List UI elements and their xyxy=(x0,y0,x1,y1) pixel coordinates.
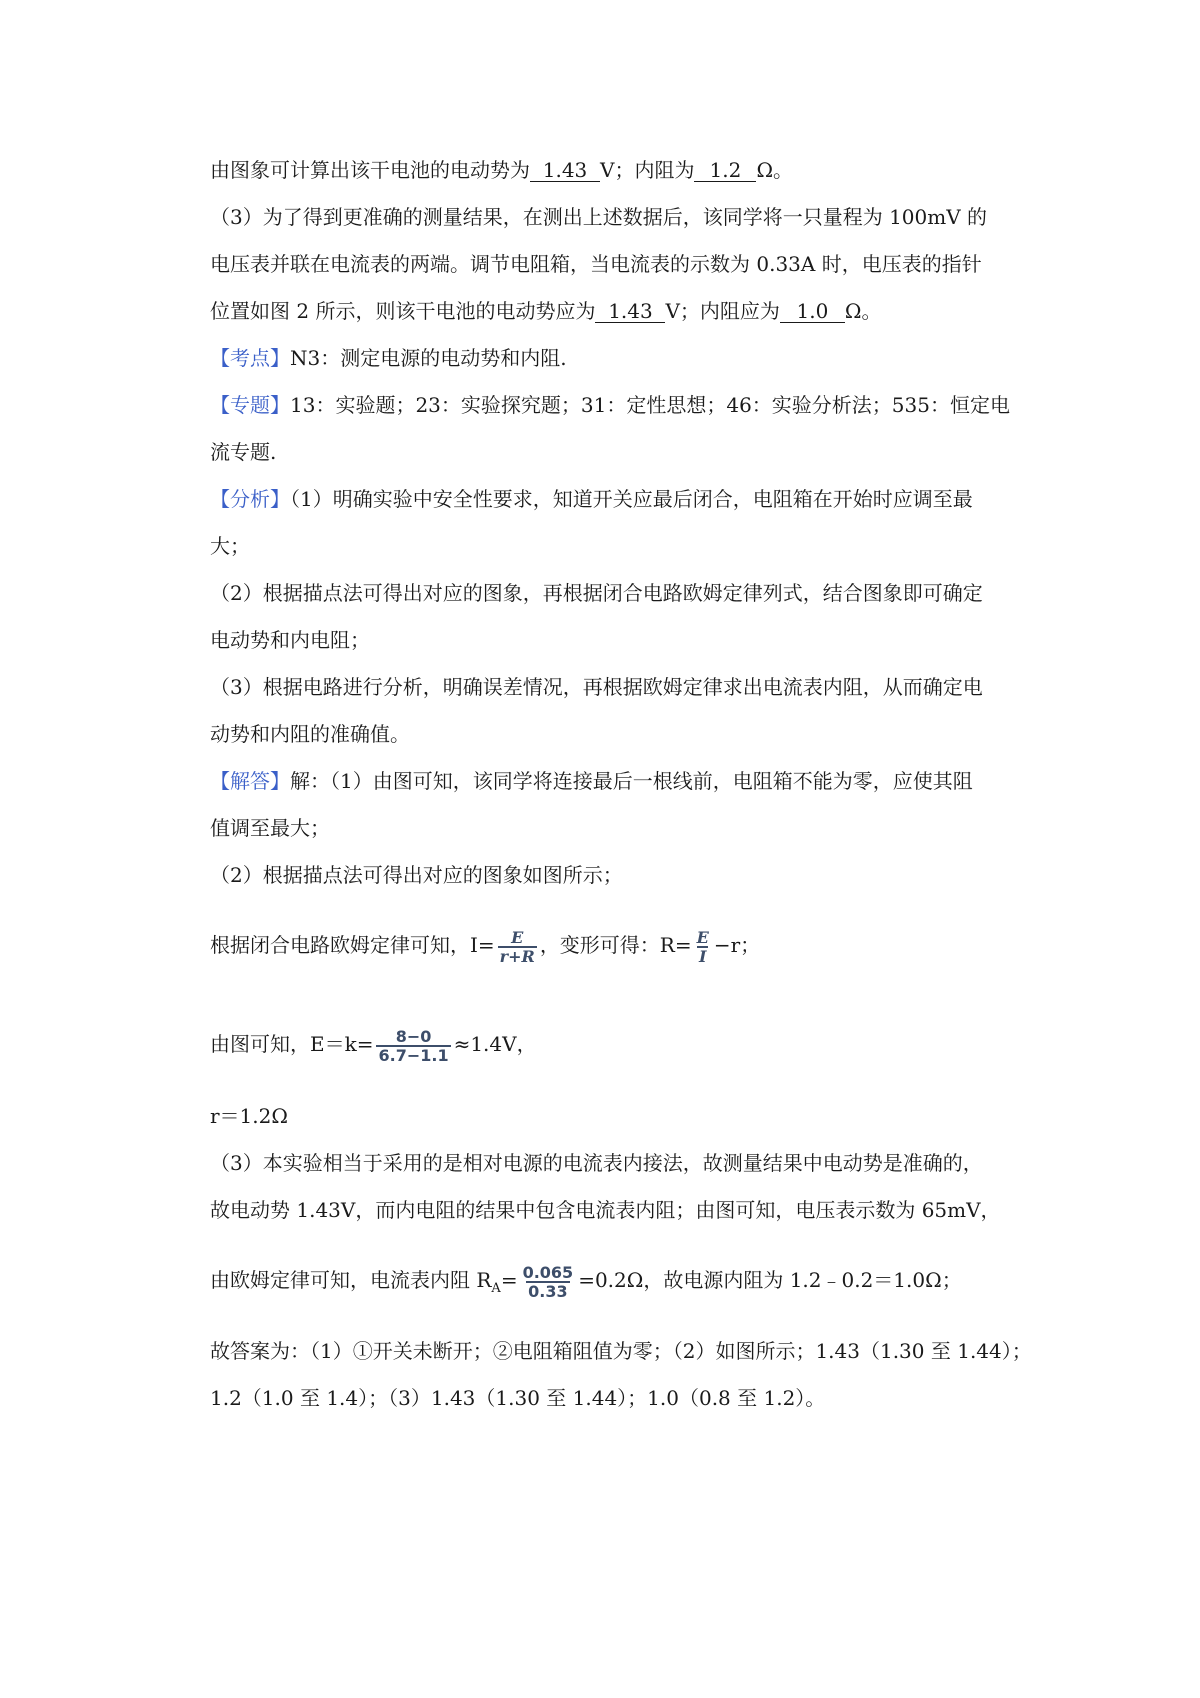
text: （1）明确实验中安全性要求，知道开关应最后闭合，电阻箱在开始时应调至最 xyxy=(290,487,973,511)
emf-result-line xyxy=(210,157,793,183)
fenxi-line-2: 大； xyxy=(210,534,250,558)
answer-blank-emf-2: 1.43 xyxy=(595,300,665,323)
answer-line-1: 故答案为：（1）①开关未断开；②电阻箱阻值为零；（2）如图所示；1.43（1.30 至 1.44）； xyxy=(210,1339,1032,1363)
equation-ammeter-resistance xyxy=(210,1260,962,1309)
fraction-e-over-i xyxy=(695,929,711,965)
text: Ω。 xyxy=(844,299,882,323)
text: ，变形可得：R= xyxy=(539,933,692,957)
answer-blank-resistance-2: 1.0 xyxy=(780,300,845,323)
kaodian-tag: 【考点】 xyxy=(210,346,290,370)
denominator: 6.7−1.1 xyxy=(378,1045,449,1065)
text: 位置如图 2 所示，则该干电池的电动势应为 xyxy=(210,299,596,323)
jieda-line xyxy=(210,768,973,794)
question-3-line-2: 电压表并联在电流表的两端。调节电阻箱，当电流表的示数为 0.33A 时，电压表的指针 xyxy=(210,252,982,276)
fenxi-tag: 【分析】 xyxy=(210,487,290,511)
text: 由图象可计算出该干电池的电动势为 xyxy=(210,158,530,182)
question-3-line-3 xyxy=(210,298,882,324)
text: = xyxy=(500,1268,518,1292)
answer-blank-emf: 1.43 xyxy=(530,159,600,182)
fenxi-line xyxy=(210,486,973,512)
numerator: E xyxy=(511,927,524,947)
text: 解：（1）由图可知，该同学将连接最后一根线前，电阻箱不能为零，应使其阻 xyxy=(290,769,973,793)
fraction-e-over-r-plus-r xyxy=(498,929,537,965)
zhuanti-line-2: 流专题. xyxy=(210,440,277,464)
answer-line-2: 1.2（1.0 至 1.4）；（3）1.43（1.30 至 1.44）；1.0（0.8 至 1.2）。 xyxy=(210,1386,826,1410)
analysis-3-line-1: （3）根据电路进行分析，明确误差情况，再根据欧姆定律求出电流表内阻，从而确定电 xyxy=(210,675,983,699)
solution-3-line-2: 故电动势 1.43V，而内电阻的结果中包含电流表内阻；由图可知，电压表示数为 65mV， xyxy=(210,1198,1001,1222)
jieda-tag: 【解答】 xyxy=(210,769,290,793)
numerator: E xyxy=(696,927,709,947)
text: ≈1.4V， xyxy=(453,1032,537,1056)
kaodian-line xyxy=(210,345,567,371)
zhuanti-line xyxy=(210,392,1010,418)
text: 13：实验题；23：实验探究题；31：定性思想；46：实验分析法；535：恒定电 xyxy=(290,393,1010,417)
jieda-line-2: 值调至最大； xyxy=(210,816,330,840)
equation-r: r＝1.2Ω xyxy=(210,1104,288,1128)
solution-2-line: （2）根据描点法可得出对应的图象如图所示； xyxy=(210,863,623,887)
text: Ω。 xyxy=(756,158,794,182)
analysis-2-line-2: 电动势和内电阻； xyxy=(210,628,370,652)
text: 根据闭合电路欧姆定律可知，I= xyxy=(210,933,495,957)
text: N3：测定电源的电动势和内阻. xyxy=(290,346,567,370)
denominator: I xyxy=(699,946,707,966)
text: =0.2Ω，故电源内阻为 1.2﹣0.2＝1.0Ω； xyxy=(578,1268,962,1292)
denominator: 0.33 xyxy=(528,1281,568,1301)
numerator: 0.065 xyxy=(522,1262,574,1282)
text: 由欧姆定律可知，电流表内阻 R xyxy=(210,1268,492,1292)
equation-emf xyxy=(210,1024,537,1064)
numerator: 8−0 xyxy=(395,1026,432,1046)
question-3-line-1: （3）为了得到更准确的测量结果，在测出上述数据后，该同学将一只量程为 100mV 的 xyxy=(210,205,988,229)
text: 由图可知，E＝k= xyxy=(210,1032,374,1056)
text: V；内阻应为 xyxy=(665,299,780,323)
analysis-3-line-2: 动势和内阻的准确值。 xyxy=(210,722,410,746)
text: −r； xyxy=(713,933,761,957)
fraction-slope xyxy=(376,1028,450,1064)
subscript: A xyxy=(491,1281,501,1296)
answer-blank-resistance: 1.2 xyxy=(694,159,756,182)
denominator: r+R xyxy=(499,946,535,966)
analysis-2-line-1: （2）根据描点法可得出对应的图象，再根据闭合电路欧姆定律列式，结合图象即可确定 xyxy=(210,581,983,605)
equation-ohm-law xyxy=(210,925,760,965)
solution-3-line-1: （3）本实验相当于采用的是相对电源的电流表内接法，故测量结果中电动势是准确的， xyxy=(210,1151,983,1175)
fraction-ammeter-resistance xyxy=(521,1264,576,1300)
text: V；内阻为 xyxy=(600,158,695,182)
zhuanti-tag: 【专题】 xyxy=(210,393,290,417)
